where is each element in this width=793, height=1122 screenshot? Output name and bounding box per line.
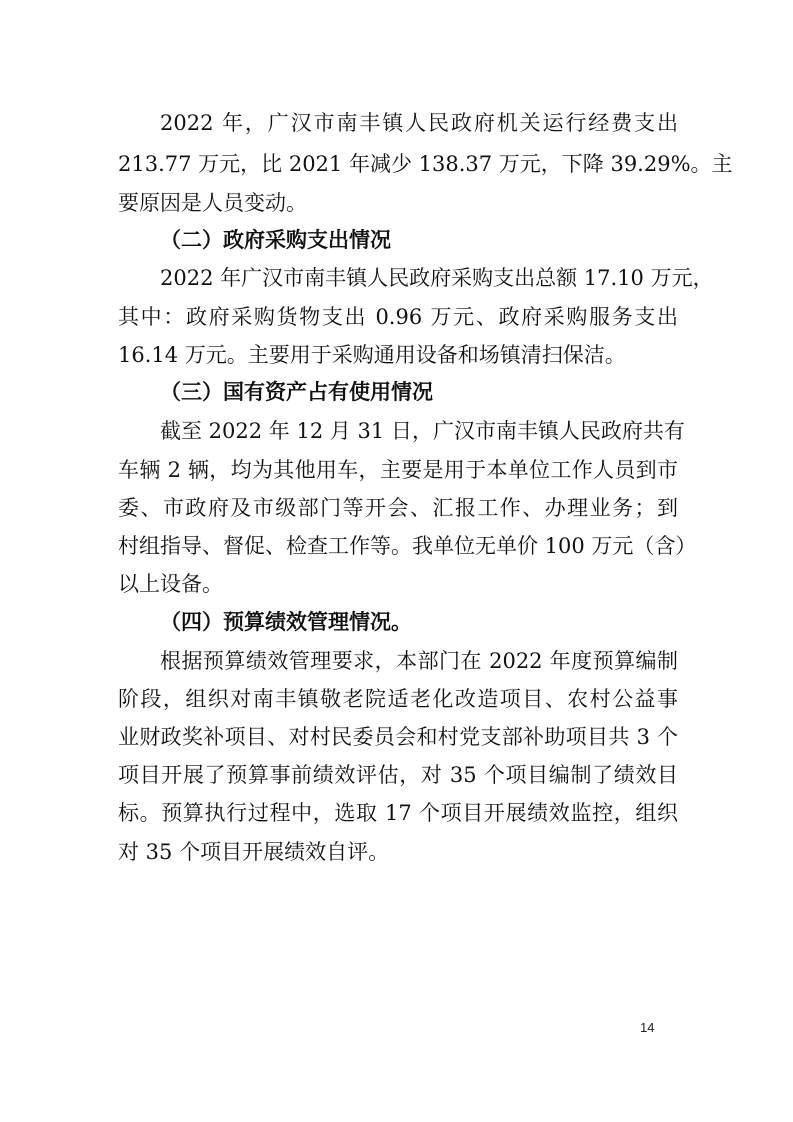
- section-heading-state-assets: （三）国有资产占有使用情况: [160, 380, 433, 404]
- paragraph-line: 16.14 万元。主要用于采购通用设备和场镇清扫保洁。: [118, 343, 626, 367]
- paragraph-line: 以上设备。: [118, 572, 223, 596]
- section-heading-performance: （四）预算绩效管理情况。: [160, 610, 412, 634]
- paragraph-line: 阶段，组织对南丰镇敬老院适老化改造项目、农村公益事: [118, 687, 678, 711]
- page-number: 14: [640, 1020, 655, 1035]
- paragraph-line: 其中：政府采购货物支出 0.96 万元、政府采购服务支出: [118, 305, 678, 329]
- paragraph-line: 对 35 个项目开展绩效自评。: [118, 840, 390, 864]
- paragraph-line: 截至 2022 年 12 月 31 日，广汉市南丰镇人民政府共有: [160, 419, 685, 443]
- paragraph-line: 根据预算绩效管理要求，本部门在 2022 年度预算编制: [160, 649, 678, 673]
- paragraph-line: 2022 年，广汉市南丰镇人民政府机关运行经费支出: [160, 111, 678, 135]
- paragraph-line: 213.77 万元，比 2021 年减少 138.37 万元，下降 39.29%。主: [118, 152, 733, 176]
- paragraph-line: 2022 年广汉市南丰镇人民政府采购支出总额 17.10 万元，: [160, 266, 714, 290]
- paragraph-line: 车辆 2 辆，均为其他用车，主要是用于本单位工作人员到市: [118, 458, 678, 482]
- paragraph-line: 标。预算执行过程中，选取 17 个项目开展绩效监控，组织: [118, 801, 678, 825]
- paragraph-line: 村组指导、督促、检查工作等。我单位无单价 100 万元（含）: [118, 534, 697, 558]
- paragraph-line: 要原因是人员变动。: [118, 191, 307, 215]
- paragraph-line: 项目开展了预算事前绩效评估，对 35 个项目编制了绩效目: [118, 763, 678, 787]
- section-heading-procurement: （二）政府采购支出情况: [160, 228, 391, 252]
- paragraph-line: 委、市政府及市级部门等开会、汇报工作、办理业务；到: [118, 496, 678, 520]
- paragraph-line: 业财政奖补项目、对村民委员会和村党支部补助项目共 3 个: [118, 725, 678, 749]
